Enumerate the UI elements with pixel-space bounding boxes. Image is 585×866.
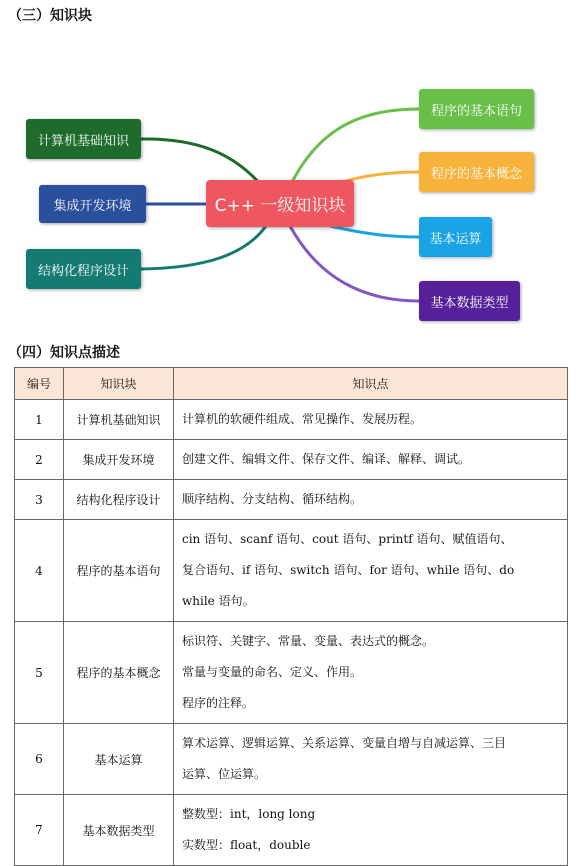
row-points [174, 440, 568, 480]
row-points [174, 622, 568, 724]
point-line: cin 语句、scanf 语句、cout 语句、printf 语句、赋值语句、 [182, 532, 513, 546]
row-number: 2 [15, 440, 64, 480]
row-block: 程序的基本概念 [64, 622, 174, 724]
point-line: 常量与变量的命名、定义、作用。 [182, 665, 363, 679]
node-basic-operations: 基本运算 [419, 217, 492, 257]
row-block: 基本数据类型 [64, 795, 174, 866]
central-topic-node: C++ 一级知识块 [206, 180, 354, 227]
table-row [15, 724, 568, 795]
table-row [15, 795, 568, 866]
node-structured-programming: 结构化程序设计 [26, 249, 141, 289]
node-basic-data-types: 基本数据类型 [419, 281, 520, 321]
row-block: 基本运算 [64, 724, 174, 795]
row-number: 3 [15, 480, 64, 520]
point-line: 运算、位运算。 [182, 767, 267, 781]
row-block: 程序的基本语句 [64, 520, 174, 622]
row-block: 集成开发环境 [64, 440, 174, 480]
knowledge-points-table [14, 367, 568, 866]
row-points [174, 520, 568, 622]
mind-map [0, 30, 585, 311]
row-number: 1 [15, 400, 64, 440]
row-number: 5 [15, 622, 64, 724]
table-row [15, 622, 568, 724]
point-line: 标识符、关键字、常量、变量、表达式的概念。 [182, 634, 435, 648]
header-number: 编号 [15, 368, 64, 400]
row-points [174, 795, 568, 866]
point-line: 整数型：int，long long [182, 807, 316, 821]
connector-right-3 [330, 226, 419, 237]
header-block: 知识块 [64, 368, 174, 400]
row-number: 4 [15, 520, 64, 622]
row-points [174, 724, 568, 795]
connector-right-1 [290, 109, 419, 186]
row-number: 6 [15, 724, 64, 795]
point-line: 复合语句、if 语句、switch 语句、for 语句、while 语句、do [182, 563, 515, 577]
point-line: 算术运算、逻辑运算、关系运算、变量自增与自减运算、三目 [182, 736, 507, 750]
node-computer-basics: 计算机基础知识 [26, 119, 141, 159]
point-line: 实数型：float，double [182, 838, 311, 852]
point-line: 程序的注释。 [182, 696, 255, 710]
node-basic-concepts: 程序的基本概念 [419, 152, 534, 192]
table-row [15, 520, 568, 622]
point-line: 创建文件、编辑文件、保存文件、编译、解释、调试。 [182, 452, 471, 466]
section-heading-knowledge-points: （四）知识点描述 [8, 345, 120, 361]
table-row [15, 400, 568, 440]
node-basic-statements: 程序的基本语句 [419, 89, 534, 129]
row-number: 7 [15, 795, 64, 866]
point-line: while 语句。 [182, 594, 255, 608]
header-points: 知识点 [174, 368, 568, 400]
row-block: 结构化程序设计 [64, 480, 174, 520]
row-points [174, 400, 568, 440]
section-heading-knowledge-blocks: （三）知识块 [8, 8, 92, 24]
row-points [174, 480, 568, 520]
point-line: 计算机的软硬件组成、常见操作、发展历程。 [182, 412, 423, 426]
table-header-row [15, 368, 568, 400]
row-block: 计算机基础知识 [64, 400, 174, 440]
connector-left-1 [141, 139, 262, 186]
point-line: 顺序结构、分支结构、循环结构。 [182, 492, 363, 506]
connector-left-3 [141, 226, 266, 269]
table-row [15, 440, 568, 480]
table-row [15, 480, 568, 520]
node-ide: 集成开发环境 [39, 185, 146, 223]
